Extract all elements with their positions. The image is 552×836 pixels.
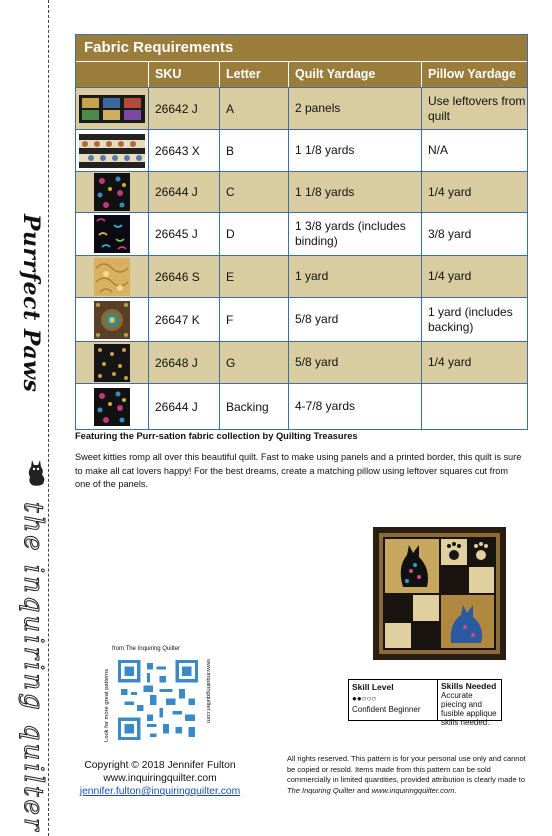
cell-pillow-yardage: 3/8 yard [428, 226, 472, 241]
cell-quilt-yardage: 2 panels [289, 88, 422, 129]
pattern-name: Purrfect Paws [18, 214, 44, 393]
skills-needed-cell [438, 680, 501, 727]
table-row [76, 297, 527, 341]
table-row [76, 171, 527, 212]
copyright-block [40, 759, 280, 798]
cell-sku: 26644 J [149, 384, 220, 429]
cell-quilt-yardage: 5/8 yard [289, 342, 422, 383]
skills-needed-label: Skills Needed [441, 681, 497, 691]
cell-quilt-yardage: 1 3/8 yards (includes binding) [289, 213, 422, 255]
qr-side-text-left: Look for more great patterns [104, 668, 110, 742]
header-quilt-yardage: Quilt Yardage [289, 62, 422, 87]
sidebar [0, 0, 50, 836]
qr-code-icon[interactable] [118, 660, 198, 740]
cell-quilt-yardage: 5/8 yard [289, 298, 422, 341]
qr-caption: from The Inquiring Quilter [112, 646, 180, 652]
skill-level-cell [349, 680, 438, 720]
cell-pillow-yardage: Use leftovers from quilt [428, 93, 526, 123]
featuring-collection: Featuring the Purr-sation fabric collection by Quilting Treasures [75, 431, 358, 441]
cell-sku: 26645 J [149, 213, 220, 255]
header-pillow-yardage: Pillow Yardage [428, 67, 517, 81]
fabric-swatch-black-gold-cats [94, 344, 130, 382]
table-row [76, 341, 527, 383]
fabric-swatch-black-cats [94, 173, 130, 211]
header-letter: Letter [220, 62, 289, 87]
cell-pillow-yardage: 1 yard (includes backing) [428, 304, 513, 334]
fabric-requirements-table [75, 34, 528, 430]
cell-sku: 26646 S [149, 256, 220, 297]
rights-brand: The Inquiring Quilter [287, 785, 355, 795]
rights-text: All rights reserved. This pattern is for your personal use only and cannot be copied or resold. Items made from this pattern can be sold commercially in limited quantities, provided attribution is clearly made to [287, 754, 526, 784]
swatch-cell [76, 298, 149, 341]
swatch-cell [76, 384, 149, 429]
skill-level-dots: ●●○○○ [352, 694, 377, 703]
fabric-swatch-black-squiggle [94, 215, 130, 253]
skill-table [348, 679, 502, 727]
fabric-swatch-border-print [79, 134, 145, 168]
qr-side-text-right: www.inquiringquilter.com [205, 659, 211, 723]
rights-period: . [454, 785, 457, 795]
pattern-description: Sweet kitties romp all over this beautiful quilt. Fast to make using panels and a printed border, this quilt is sure to make all cat lovers happy! For the best dreams, create a matching pillow using leftover squares cut from one of the panels. [75, 452, 522, 489]
cell-sku: 26648 J [149, 342, 220, 383]
quilt-photo [373, 527, 506, 660]
cell-sku: 26643 X [149, 130, 220, 171]
cell-pillow-yardage: 1/4 yard [428, 355, 472, 369]
table-header [76, 62, 527, 87]
brand-name: the inquiring quilter [18, 502, 48, 834]
table-row [76, 129, 527, 171]
table-row [76, 212, 527, 255]
header-swatch [76, 62, 149, 87]
cat-logo-icon [24, 458, 48, 488]
cell-letter: F [220, 298, 289, 341]
header-sku: SKU [149, 62, 220, 87]
table-row [76, 255, 527, 297]
cell-pillow-yardage: 1/4 yard [428, 184, 472, 199]
cell-letter: Backing [220, 384, 289, 429]
cell-pillow-yardage [422, 384, 527, 429]
cell-quilt-yardage: 1 1/8 yards [289, 130, 422, 171]
skill-level-label: Skill Level [352, 682, 394, 692]
cell-quilt-yardage: 4-7/8 yards [289, 384, 422, 429]
cell-quilt-yardage: 1 yard [289, 256, 422, 297]
swatch-cell [76, 256, 149, 297]
email-link[interactable]: jennifer.fulton@inquiringquilter.com [79, 786, 241, 797]
cell-quilt-yardage: 1 1/8 yards [289, 172, 422, 212]
cell-sku: 26647 K [149, 298, 220, 341]
cell-sku: 26644 J [149, 172, 220, 212]
cell-sku: 26642 J [149, 88, 220, 129]
fabric-swatch-panel [79, 95, 145, 123]
copyright-line: Copyright © 2018 Jennifer Fulton [84, 760, 236, 771]
cell-pillow-yardage: N/A [428, 143, 449, 157]
cell-letter: E [220, 256, 289, 297]
fabric-swatch-brown-medallion [94, 301, 130, 339]
swatch-cell [76, 88, 149, 129]
cell-letter: B [220, 130, 289, 171]
cell-letter: G [220, 342, 289, 383]
table-row [76, 383, 527, 429]
fabric-swatch-gold-scroll [94, 258, 130, 296]
swatch-cell [76, 213, 149, 255]
skills-needed-value: Accurate piecing and fusible applique skills needed. [441, 691, 497, 727]
website-line: www.inquiringquilter.com [103, 773, 217, 784]
cell-letter: D [220, 213, 289, 255]
skill-level-value: Confident Beginner [352, 705, 421, 714]
rights-website: www.inquiringquilter.com [371, 785, 455, 795]
rights-statement [287, 754, 527, 796]
fabric-swatch-backing [94, 388, 130, 426]
swatch-cell [76, 342, 149, 383]
table-title: Fabric Requirements [76, 35, 527, 62]
swatch-cell [76, 130, 149, 171]
cell-letter: C [220, 172, 289, 212]
table-row [76, 87, 527, 129]
cell-letter: A [220, 88, 289, 129]
cell-pillow-yardage: 1/4 yard [428, 269, 472, 283]
rights-and: and [354, 785, 372, 795]
swatch-cell [76, 172, 149, 212]
sidebar-divider [48, 0, 49, 836]
